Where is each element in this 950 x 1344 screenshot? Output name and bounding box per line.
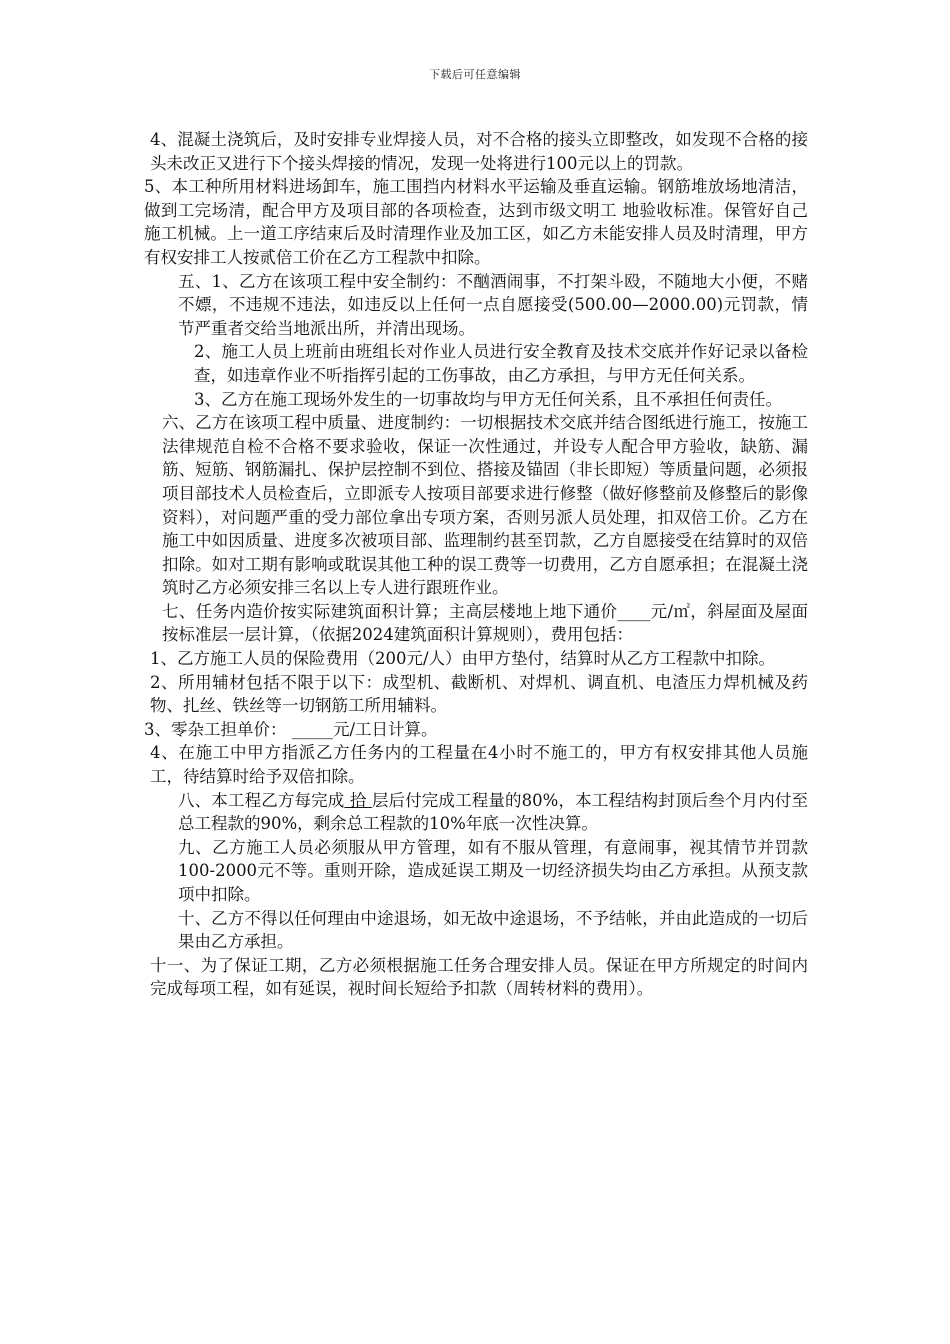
contract-body xyxy=(144,128,808,1001)
paragraph-section-11-schedule: 十一、为了保证工期，乙方必须根据施工任务合理安排人员。保证在甲方所规定的时间内完成每项工程，如有延误，视时间长短给予扣款（周转材料的费用）。 xyxy=(150,955,808,999)
paragraph-section-8-payment xyxy=(144,789,808,836)
payment-text-a: 八、本工程乙方每完成 xyxy=(178,790,345,810)
paragraph-section-10-exit: 十、乙方不得以任何理由中途退场，如无故中途退场，不予结帐，并由此造成的一切后果由乙方承担。 xyxy=(178,908,808,952)
labor-text-b: 元/工日计算。 xyxy=(333,719,438,739)
paragraph-section-6-quality: 六、乙方在该项工程中质量、进度制约：一切根据技术交底并结合图纸进行施工，按施工法律规范自检不合格不要求验收，保证一次性通过，并设专人配合甲方验收，缺筋、漏筋、短筋、钢筋漏扎、保护层控制不到位、搭接及锚固（非长即短）等质量问题，必须报项目部技术人员检查后，立即派专人按项目部要求进行修整（做好修整前及修整后的影像资料），对问题严重的受力部位拿出专项方案，否则另派人员处理，扣双倍工价。乙方在施工中如因质量、进度多次被项目部、监理制约甚至罚款，乙方自愿接受在结算时的双倍扣除。如对工期有影响或耽误其他工种的误工费等一切费用，乙方自愿承担；在混凝土浇筑时乙方必须安排三名以上专人进行跟班作业。 xyxy=(162,413,808,598)
paragraph-pricing-1-insurance: 1、乙方施工人员的保险费用（200元/人）由甲方垫付，结算时从乙方工程款中扣除。 xyxy=(150,649,776,669)
paragraph-pricing-3-labor xyxy=(144,718,808,742)
paragraph-section-7-pricing xyxy=(144,600,808,647)
paragraph-section-9-management: 九、乙方施工人员必须服从甲方管理，如有不服从管理，有意闹事，视其情节并罚款100-2000元不等。重则开除，造成延误工期及一切经济损失均由乙方承担。从预支款项中扣除。 xyxy=(178,837,808,904)
price-per-sqm-blank: ____ xyxy=(617,601,651,621)
floors-count-underlined: 拾 xyxy=(344,790,372,810)
download-note: 下载后可任意编辑 xyxy=(429,68,521,81)
pricing-text-a: 七、任务内造价按实际建筑面积计算；主高层楼地上地下通价 xyxy=(162,601,618,621)
paragraph-safety-3: 3、乙方在施工现场外发生的一切事故均与甲方无任何关系，且不承担任何责任。 xyxy=(194,389,782,409)
paragraph-pricing-4-idle: 4、在施工中甲方指派乙方任务内的工程量在4小时不施工的，甲方有权安排其他人员施工，待结算时给予双倍扣除。 xyxy=(150,743,808,787)
labor-text-a: 3、零杂工担单价： xyxy=(144,719,287,739)
pricing-text-b: 元/㎡，斜屋面及屋面按标准层一层计算，（依据2024建筑面积计算规则），费用包括： xyxy=(162,601,809,645)
labor-price-blank: _____ xyxy=(291,719,333,739)
paragraph-safety-2: 2、施工人员上班前由班组长对作业人员进行安全教育及技术交底并作好记录以备检查，如违章作业不听指挥引起的工伤事故，由乙方承担，与甲方无任何关系。 xyxy=(194,342,808,385)
paragraph-4-welding: 4、混凝土浇筑后，及时安排专业焊接人员，对不合格的接头立即整改，如发现不合格的接头未改正又进行下个接头焊接的情况，发现一处将进行100元以上的罚款。 xyxy=(150,130,808,173)
paragraph-pricing-2-materials: 2、所用辅材包括不限于以下：成型机、截断机、对焊机、调直机、电渣压力焊机械及药物、扎丝、铁丝等一切钢筋工所用辅料。 xyxy=(150,672,808,716)
paragraph-5-materials: 5、本工种所用材料进场卸车，施工围挡内材料水平运输及垂直运输。钢筋堆放场地清洁，做到工完场清，配合甲方及项目部的各项检查，达到市级文明工 地验收标准。保管好自己施工机械。上一道工序结束后及时清理作业及加工区，如乙方未能安排人员及时清理，甲方有权安排工人按贰倍工价在乙方工程款中扣除。 xyxy=(144,177,808,267)
paragraph-section-5-safety: 五、1、乙方在该项工程中安全制约：不酗酒闹事，不打架斗殴，不随地大小便，不赌不嫖，不违规不违法，如违反以上任何一点自愿接受(500.00—2000.00)元罚款，情节严重者交给当地派出所，并清出现场。 xyxy=(178,271,808,338)
payment-text-b: 层后付完成工程量的80%，本工程结构封顶后叁个月内付至总工程款的90%，剩余总工程款的10%年底一次性决算。 xyxy=(178,790,808,834)
